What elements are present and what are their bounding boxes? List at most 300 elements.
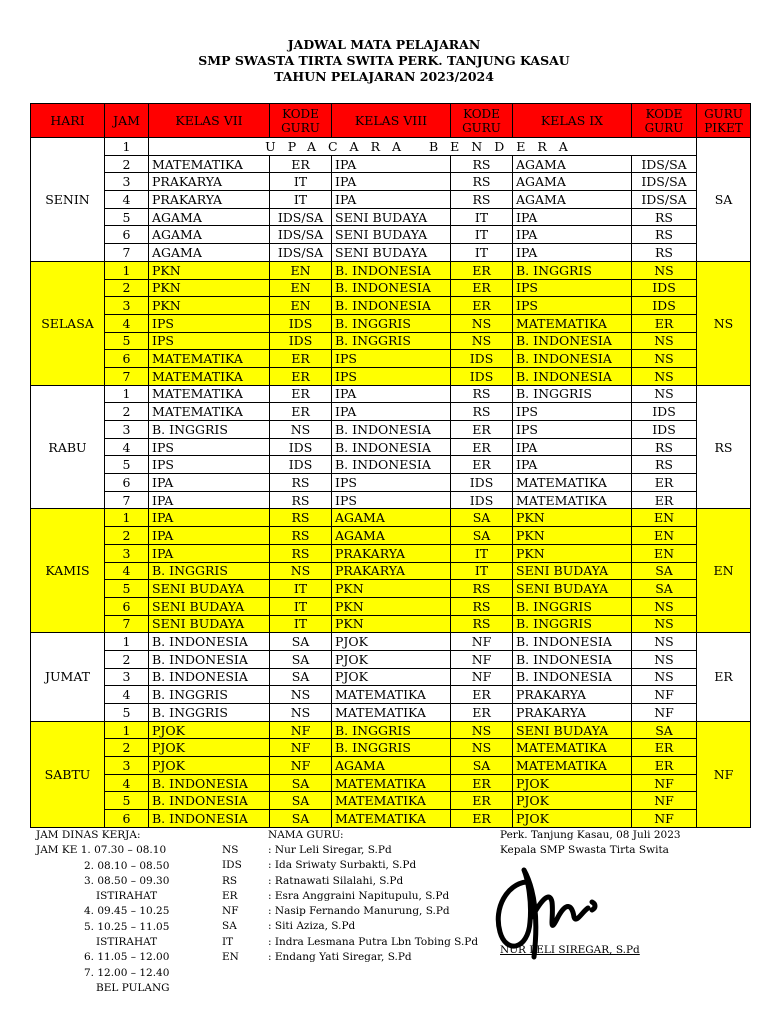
kelas-vii-subject: B. INDONESIA	[149, 668, 270, 686]
kelas-ix-code: IDS	[632, 297, 697, 315]
kelas-viii-subject: MATEMATIKA	[332, 774, 451, 792]
kelas-viii-subject: B. INDONESIA	[332, 456, 451, 474]
kelas-viii-code: ER	[451, 261, 513, 279]
kelas-ix-subject: PJOK	[513, 810, 632, 828]
jam-cell: 2	[105, 279, 149, 297]
day-name-cell: SELASA	[31, 261, 105, 385]
kelas-ix-subject: MATEMATIKA	[513, 757, 632, 775]
kelas-vii-code: RS	[270, 474, 332, 492]
jam-cell: 7	[105, 491, 149, 509]
day-name-cell: RABU	[31, 385, 105, 509]
teacher-name: : Indra Lesmana Putra Lbn Tobing S.Pd	[268, 935, 479, 948]
kelas-viii-subject: B. INDONESIA	[332, 421, 451, 439]
kelas-ix-code: IDS	[632, 279, 697, 297]
teacher-code: IT	[222, 935, 234, 948]
kelas-viii-code: IDS	[451, 367, 513, 385]
kelas-vii-code: SA	[270, 792, 332, 810]
kelas-vii-subject: B. INDONESIA	[149, 792, 270, 810]
kelas-viii-code: NS	[451, 739, 513, 757]
kelas-viii-subject: PRAKARYA	[332, 562, 451, 580]
kelas-ix-subject: AGAMA	[513, 191, 632, 209]
kelas-viii-subject: IPA	[332, 403, 451, 421]
kelas-ix-code: NF	[632, 792, 697, 810]
teacher-entry	[222, 950, 478, 965]
kelas-viii-subject: SENI BUDAYA	[332, 208, 451, 226]
kelas-viii-code: IT	[451, 244, 513, 262]
kelas-ix-subject: AGAMA	[513, 155, 632, 173]
kelas-ix-subject: IPA	[513, 226, 632, 244]
kelas-viii-subject: B. INGGRIS	[332, 332, 451, 350]
kelas-viii-subject: PJOK	[332, 633, 451, 651]
kelas-ix-code: NS	[632, 332, 697, 350]
kelas-vii-subject: SENI BUDAYA	[149, 597, 270, 615]
kelas-ix-subject: IPA	[513, 208, 632, 226]
jam-dinas-line: 4. 09.45 – 10.25	[84, 905, 170, 918]
kelas-vii-code: EN	[270, 297, 332, 315]
kelas-vii-code: IDS	[270, 314, 332, 332]
kelas-vii-code: IDS	[270, 332, 332, 350]
kelas-viii-subject: PJOK	[332, 650, 451, 668]
guru-piket-cell: NF	[697, 721, 751, 827]
schedule-row	[31, 314, 751, 332]
header-kelas-ix: KELAS IX	[513, 104, 632, 138]
kelas-viii-subject: MATEMATIKA	[332, 792, 451, 810]
schedule-table	[30, 103, 751, 828]
schedule-row	[31, 721, 751, 739]
jam-cell: 1	[105, 261, 149, 279]
kelas-viii-code: SA	[451, 527, 513, 545]
jam-cell: 2	[105, 739, 149, 757]
teacher-entry	[222, 935, 478, 950]
teacher-code: NS	[222, 844, 239, 856]
kelas-ix-code: IDS/SA	[632, 191, 697, 209]
kelas-ix-code: RS	[632, 456, 697, 474]
kelas-ix-subject: IPA	[513, 438, 632, 456]
kelas-viii-subject: B. INGGRIS	[332, 721, 451, 739]
kelas-ix-subject: SENI BUDAYA	[513, 562, 632, 580]
kelas-ix-subject: SENI BUDAYA	[513, 721, 632, 739]
kelas-ix-code: NS	[632, 633, 697, 651]
kelas-ix-code: IDS/SA	[632, 173, 697, 191]
day-name-cell: KAMIS	[31, 509, 105, 633]
kelas-viii-code: IT	[451, 226, 513, 244]
kelas-viii-subject: MATEMATIKA	[332, 686, 451, 704]
kelas-ix-subject: IPS	[513, 403, 632, 421]
header-kelas-vii: KELAS VII	[149, 104, 270, 138]
teacher-name: : Ida Sriwaty Surbakti, S.Pd	[268, 859, 417, 872]
jam-cell: 3	[105, 173, 149, 191]
kelas-ix-code: NS	[632, 615, 697, 633]
header-hari: HARI	[31, 104, 105, 138]
jam-cell: 1	[105, 721, 149, 739]
kelas-viii-code: IT	[451, 562, 513, 580]
kelas-viii-subject: B. INGGRIS	[332, 739, 451, 757]
jam-cell: 7	[105, 615, 149, 633]
kelas-ix-subject: MATEMATIKA	[513, 474, 632, 492]
kelas-viii-code: IT	[451, 208, 513, 226]
schedule-row	[31, 668, 751, 686]
kelas-vii-code: NF	[270, 721, 332, 739]
kelas-vii-subject: IPS	[149, 314, 270, 332]
jam-cell: 2	[105, 155, 149, 173]
kelas-ix-subject: IPS	[513, 297, 632, 315]
kelas-viii-code: NF	[451, 633, 513, 651]
kelas-vii-subject: B. INDONESIA	[149, 774, 270, 792]
jam-cell: 4	[105, 774, 149, 792]
jam-cell: 1	[105, 633, 149, 651]
header-jam: JAM	[105, 104, 149, 138]
kelas-ix-subject: PKN	[513, 509, 632, 527]
kelas-viii-subject: AGAMA	[332, 527, 451, 545]
kelas-viii-subject: IPA	[332, 191, 451, 209]
kelas-viii-code: ER	[451, 774, 513, 792]
kelas-ix-code: RS	[632, 438, 697, 456]
teacher-entry	[222, 874, 478, 889]
kelas-ix-code: SA	[632, 580, 697, 598]
kelas-vii-subject: AGAMA	[149, 244, 270, 262]
schedule-row	[31, 332, 751, 350]
kelas-vii-code: SA	[270, 810, 332, 828]
kelas-viii-code: RS	[451, 597, 513, 615]
kelas-vii-subject: MATEMATIKA	[149, 155, 270, 173]
kelas-viii-subject: PKN	[332, 597, 451, 615]
kelas-vii-subject: B. INDONESIA	[149, 633, 270, 651]
teacher-entry	[222, 858, 478, 873]
kelas-viii-subject: IPS	[332, 367, 451, 385]
kelas-ix-code: EN	[632, 509, 697, 527]
day-name-cell: JUMAT	[31, 633, 105, 721]
teacher-code: IDS	[222, 859, 242, 872]
schedule-row	[31, 261, 751, 279]
kelas-ix-subject: PKN	[513, 544, 632, 562]
schedule-row	[31, 739, 751, 757]
kelas-vii-code: IDS	[270, 438, 332, 456]
guru-piket-cell: SA	[697, 138, 751, 262]
kelas-ix-subject: IPA	[513, 244, 632, 262]
schedule-row	[31, 615, 751, 633]
schedule-row	[31, 544, 751, 562]
teacher-entry	[222, 889, 478, 904]
schedule-row	[31, 244, 751, 262]
schedule-row	[31, 474, 751, 492]
kelas-viii-subject: IPA	[332, 385, 451, 403]
kelas-viii-subject: B. INDONESIA	[332, 279, 451, 297]
kelas-vii-code: ER	[270, 350, 332, 368]
teacher-name: : Endang Yati Siregar, S.Pd	[268, 951, 412, 964]
jam-cell: 6	[105, 474, 149, 492]
kelas-vii-code: IDS/SA	[270, 244, 332, 262]
kelas-viii-subject: IPS	[332, 350, 451, 368]
kelas-viii-subject: IPS	[332, 474, 451, 492]
kelas-vii-code: NS	[270, 704, 332, 722]
kelas-vii-code: IT	[270, 173, 332, 191]
schedule-row	[31, 385, 751, 403]
kelas-ix-subject: IPS	[513, 421, 632, 439]
signature-position: Kepala SMP Swasta Tirta Swita	[500, 844, 669, 856]
kelas-viii-code: NF	[451, 650, 513, 668]
kelas-vii-code: EN	[270, 261, 332, 279]
jam-cell: 4	[105, 438, 149, 456]
day-name-cell: SABTU	[31, 721, 105, 827]
jam-dinas-line: JAM KE 1. 07.30 – 08.10	[36, 844, 167, 857]
schedule-row	[31, 580, 751, 598]
kelas-vii-subject: IPS	[149, 438, 270, 456]
kelas-vii-code: IDS/SA	[270, 208, 332, 226]
jam-cell: 6	[105, 810, 149, 828]
schedule-row	[31, 509, 751, 527]
jam-cell: 2	[105, 527, 149, 545]
signature-name: NUR LELI SIREGAR, S.Pd	[500, 944, 640, 956]
kelas-vii-subject: B. INDONESIA	[149, 650, 270, 668]
kelas-ix-code: NS	[632, 350, 697, 368]
kelas-viii-subject: MATEMATIKA	[332, 810, 451, 828]
kelas-vii-code: NS	[270, 686, 332, 704]
schedule-row	[31, 456, 751, 474]
kelas-vii-subject: B. INGGRIS	[149, 562, 270, 580]
kelas-vii-code: SA	[270, 650, 332, 668]
jam-dinas-heading: JAM DINAS KERJA:	[36, 829, 141, 841]
kelas-vii-code: IT	[270, 615, 332, 633]
kelas-viii-code: SA	[451, 757, 513, 775]
kelas-ix-code: SA	[632, 721, 697, 739]
schedule-row	[31, 774, 751, 792]
kelas-vii-code: IT	[270, 191, 332, 209]
kelas-viii-code: RS	[451, 580, 513, 598]
teacher-entry	[222, 904, 478, 919]
kelas-ix-code: IDS/SA	[632, 155, 697, 173]
kelas-viii-code: ER	[451, 792, 513, 810]
kelas-vii-subject: B. INGGRIS	[149, 421, 270, 439]
jam-dinas-line: BEL PULANG	[96, 981, 170, 994]
schedule-row	[31, 562, 751, 580]
header-kode-guru-vii: KODE GURU	[270, 104, 332, 138]
kelas-vii-subject: MATEMATIKA	[149, 403, 270, 421]
schedule-row	[31, 686, 751, 704]
kelas-ix-subject: B. INDONESIA	[513, 332, 632, 350]
kelas-ix-code: RS	[632, 226, 697, 244]
schedule-row	[31, 438, 751, 456]
jam-cell: 6	[105, 597, 149, 615]
schedule-row	[31, 297, 751, 315]
kelas-vii-code: NF	[270, 739, 332, 757]
kelas-vii-code: RS	[270, 544, 332, 562]
kelas-vii-code: EN	[270, 279, 332, 297]
teacher-entry	[222, 919, 478, 934]
kelas-ix-subject: MATEMATIKA	[513, 739, 632, 757]
kelas-vii-code: SA	[270, 774, 332, 792]
kelas-vii-subject: IPA	[149, 509, 270, 527]
kelas-ix-code: EN	[632, 544, 697, 562]
kelas-viii-subject: PJOK	[332, 668, 451, 686]
schedule-row	[31, 421, 751, 439]
kelas-viii-subject: MATEMATIKA	[332, 704, 451, 722]
guru-piket-cell: RS	[697, 385, 751, 509]
kelas-ix-subject: IPA	[513, 456, 632, 474]
kelas-ix-code: ER	[632, 757, 697, 775]
kelas-vii-subject: IPA	[149, 474, 270, 492]
kelas-vii-code: ER	[270, 367, 332, 385]
jam-cell: 4	[105, 314, 149, 332]
jam-cell: 5	[105, 208, 149, 226]
kelas-viii-subject: SENI BUDAYA	[332, 226, 451, 244]
kelas-ix-subject: PRAKARYA	[513, 686, 632, 704]
kelas-vii-code: IT	[270, 580, 332, 598]
kelas-viii-code: ER	[451, 686, 513, 704]
kelas-viii-code: RS	[451, 385, 513, 403]
schedule-row	[31, 633, 751, 651]
header-guru-piket: GURU PIKET	[697, 104, 751, 138]
kelas-viii-code: IDS	[451, 491, 513, 509]
kelas-vii-code: IT	[270, 597, 332, 615]
kelas-viii-code: IT	[451, 544, 513, 562]
kelas-viii-subject: IPA	[332, 155, 451, 173]
kelas-viii-code: ER	[451, 456, 513, 474]
header-kode-guru-ix: KODE GURU	[632, 104, 697, 138]
kelas-vii-code: SA	[270, 633, 332, 651]
kelas-vii-subject: PKN	[149, 279, 270, 297]
title-line-3: TAHUN PELAJARAN 2023/2024	[274, 69, 494, 84]
kelas-ix-subject: SENI BUDAYA	[513, 580, 632, 598]
jam-cell: 3	[105, 421, 149, 439]
jam-cell: 6	[105, 226, 149, 244]
jam-cell: 4	[105, 191, 149, 209]
kelas-vii-subject: MATEMATIKA	[149, 350, 270, 368]
jam-cell: 4	[105, 562, 149, 580]
jam-cell: 1	[105, 385, 149, 403]
kelas-vii-subject: SENI BUDAYA	[149, 615, 270, 633]
jam-dinas-line: 5. 10.25 – 11.05	[84, 920, 170, 933]
kelas-vii-code: IDS/SA	[270, 226, 332, 244]
kelas-vii-code: RS	[270, 491, 332, 509]
schedule-row	[31, 792, 751, 810]
kelas-ix-code: SA	[632, 562, 697, 580]
kelas-ix-subject: MATEMATIKA	[513, 314, 632, 332]
kelas-ix-subject: PRAKARYA	[513, 704, 632, 722]
header-kelas-viii: KELAS VIII	[332, 104, 451, 138]
kelas-vii-code: ER	[270, 385, 332, 403]
kelas-ix-subject: B. INDONESIA	[513, 668, 632, 686]
schedule-row	[31, 226, 751, 244]
kelas-vii-subject: PRAKARYA	[149, 191, 270, 209]
jam-cell: 2	[105, 403, 149, 421]
kelas-vii-subject: IPS	[149, 456, 270, 474]
teacher-name: : Nur Leli Siregar, S.Pd	[268, 844, 392, 856]
schedule-row	[31, 527, 751, 545]
teacher-code: EN	[222, 951, 239, 964]
kelas-viii-subject: B. INDONESIA	[332, 261, 451, 279]
guru-piket-cell: EN	[697, 509, 751, 633]
kelas-viii-code: ER	[451, 297, 513, 315]
kelas-viii-code: RS	[451, 155, 513, 173]
kelas-viii-code: ER	[451, 421, 513, 439]
day-name-cell: SENIN	[31, 138, 105, 262]
kelas-vii-code: RS	[270, 527, 332, 545]
schedule-row	[31, 757, 751, 775]
jam-cell: 3	[105, 297, 149, 315]
signature-place-date: Perk. Tanjung Kasau, 08 Juli 2023	[500, 829, 681, 841]
kelas-ix-subject: IPS	[513, 279, 632, 297]
kelas-vii-subject: MATEMATIKA	[149, 385, 270, 403]
kelas-viii-code: NS	[451, 314, 513, 332]
jam-cell: 4	[105, 686, 149, 704]
teacher-name: : Ratnawati Silalahi, S.Pd	[268, 874, 404, 887]
jam-cell: 5	[105, 580, 149, 598]
kelas-ix-subject: B. INDONESIA	[513, 350, 632, 368]
kelas-ix-code: IDS	[632, 403, 697, 421]
kelas-ix-code: ER	[632, 474, 697, 492]
jam-dinas-line: ISTIRAHAT	[96, 890, 158, 903]
kelas-vii-code: IDS	[270, 456, 332, 474]
kelas-viii-subject: PKN	[332, 580, 451, 598]
kelas-viii-code: ER	[451, 704, 513, 722]
kelas-vii-subject: B. INGGRIS	[149, 704, 270, 722]
jam-dinas-line: ISTIRAHAT	[96, 936, 158, 949]
jam-cell: 3	[105, 757, 149, 775]
header-kode-guru-viii: KODE GURU	[451, 104, 513, 138]
kelas-ix-code: NS	[632, 367, 697, 385]
jam-cell: 1	[105, 138, 149, 156]
kelas-ix-subject: B. INGGRIS	[513, 615, 632, 633]
kelas-viii-subject: PRAKARYA	[332, 544, 451, 562]
teacher-code: ER	[222, 889, 238, 902]
schedule-row	[31, 704, 751, 722]
kelas-vii-subject: AGAMA	[149, 208, 270, 226]
kelas-ix-subject: B. INGGRIS	[513, 261, 632, 279]
kelas-ix-code: NF	[632, 704, 697, 722]
kelas-ix-code: NS	[632, 261, 697, 279]
schedule-row	[31, 155, 751, 173]
kelas-viii-code: ER	[451, 279, 513, 297]
kelas-viii-code: RS	[451, 615, 513, 633]
jam-cell: 2	[105, 650, 149, 668]
jam-cell: 5	[105, 456, 149, 474]
kelas-vii-subject: IPS	[149, 332, 270, 350]
kelas-ix-code: NF	[632, 774, 697, 792]
kelas-ix-code: ER	[632, 314, 697, 332]
kelas-ix-code: NS	[632, 597, 697, 615]
kelas-vii-code: SA	[270, 668, 332, 686]
jam-dinas-line: 2. 08.10 – 08.50	[84, 859, 170, 872]
kelas-ix-subject: B. INGGRIS	[513, 597, 632, 615]
kelas-ix-subject: B. INDONESIA	[513, 367, 632, 385]
kelas-ix-subject: B. INDONESIA	[513, 633, 632, 651]
teacher-name: : Siti Aziza, S.Pd	[268, 920, 356, 933]
jam-cell: 1	[105, 509, 149, 527]
kelas-vii-subject: IPA	[149, 544, 270, 562]
kelas-ix-subject: B. INDONESIA	[513, 650, 632, 668]
kelas-vii-subject: PRAKARYA	[149, 173, 270, 191]
kelas-vii-code: ER	[270, 403, 332, 421]
kelas-viii-code: RS	[451, 191, 513, 209]
nama-guru-heading: NAMA GURU:	[268, 829, 344, 841]
jam-dinas-line: 7. 12.00 – 12.40	[84, 966, 170, 979]
kelas-ix-code: NF	[632, 686, 697, 704]
kelas-viii-code: SA	[451, 509, 513, 527]
jam-cell: 7	[105, 367, 149, 385]
kelas-ix-code: NS	[632, 668, 697, 686]
kelas-ix-subject: MATEMATIKA	[513, 491, 632, 509]
kelas-ix-code: IDS	[632, 421, 697, 439]
schedule-row	[31, 403, 751, 421]
kelas-ix-subject: PJOK	[513, 792, 632, 810]
kelas-vii-subject: PKN	[149, 261, 270, 279]
kelas-vii-code: NS	[270, 421, 332, 439]
guru-piket-cell: NS	[697, 261, 751, 385]
kelas-viii-subject: IPS	[332, 491, 451, 509]
schedule-row	[31, 350, 751, 368]
schedule-row	[31, 650, 751, 668]
schedule-row	[31, 491, 751, 509]
